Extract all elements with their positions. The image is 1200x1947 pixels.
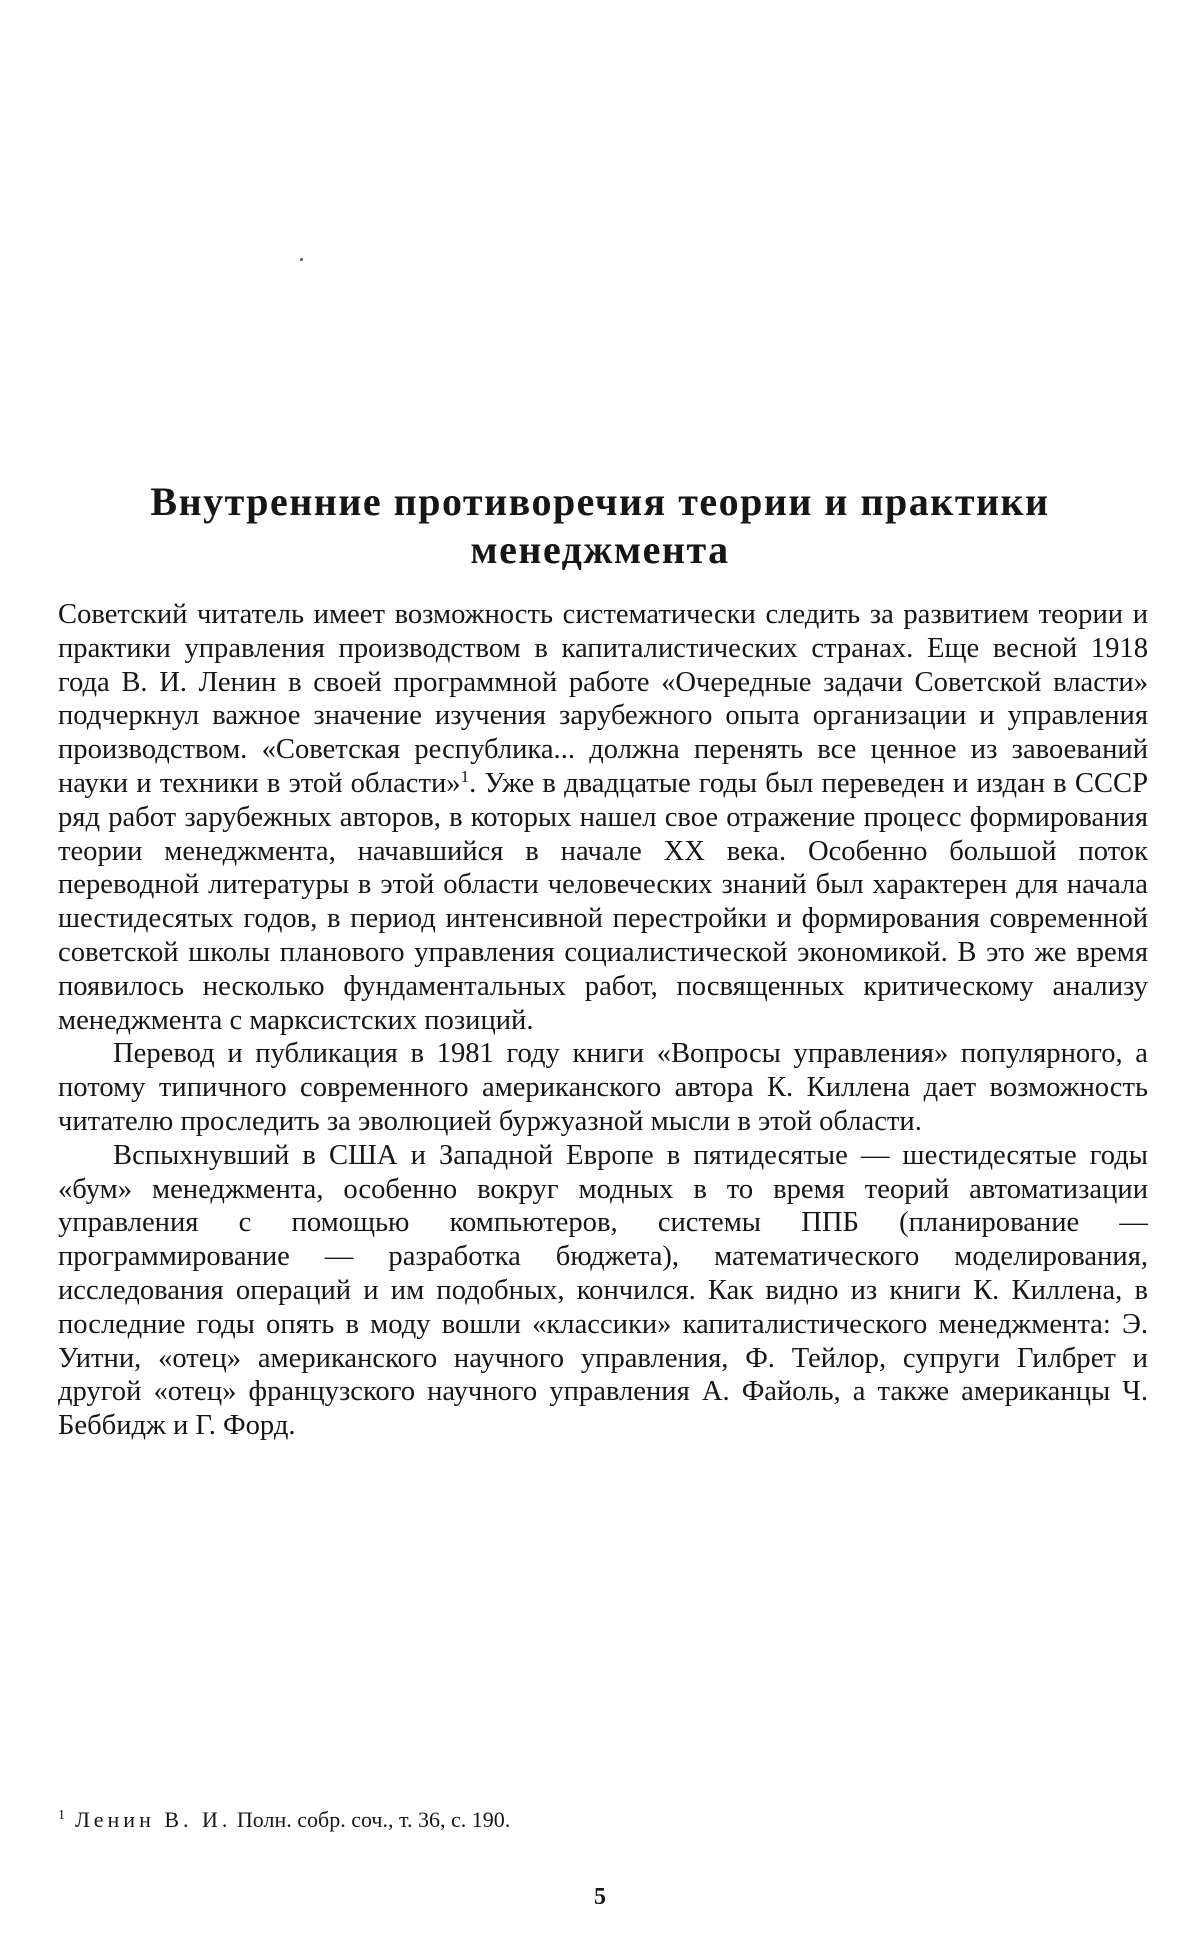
footnote-reference: 1 <box>460 766 470 786</box>
paragraph-1-text: Советский читатель имеет возможность систематически следить за развитием теории и практики управления производством в капиталистических странах. Еще весной 1918 года В. И. Ленин в своей программной работе «Очередные задачи Советской власти» подчеркнул важное значение изучения зарубежного опыта организации и управления производством. «Советская республика... должна перенять все ценное из завоеваний науки и техники в этой области» <box>58 599 1148 799</box>
body-text <box>58 598 1148 1443</box>
paragraph-3: Вспыхнувший в США и Западной Европе в пятидесятые — шестидесятые годы «бум» менеджмента, особенно вокруг модных в то время теорий автоматизации управления с помощью компьютеров, системы ППБ (планирование — программирование — разработка бюджета), математического моделирования, исследования операций и им подобных, кончился. Как видно из книги К. Киллена, в последние годы опять в моду вошли «классики» капиталистического менеджмента: Э. Уитни, «отец» американского научного управления, Ф. Тейлор, супруги Гилбрет и другой «отец» французского научного управления А. Файоль, а также американцы Ч. Беббидж и Г. Форд. <box>58 1139 1148 1442</box>
paragraph-2: Перевод и публикация в 1981 году книги «Вопросы управления» популярного, а потому типичного современного американского автора К. Киллена дает возможность читателю проследить за эволюцией буржуазной мысли в этой области. <box>58 1038 1148 1137</box>
footnote <box>58 1806 1148 1834</box>
chapter-title: Внутренние противоречия теории и практики менеджмента <box>150 479 1050 572</box>
footnote-author: Ленин В. И. <box>75 1807 232 1832</box>
scan-speck <box>300 258 303 261</box>
page-number: 5 <box>594 1884 606 1910</box>
footnote-mark: 1 <box>58 1808 65 1823</box>
footnote-text: Полн. собр. соч., т. 36, с. 190. <box>236 1807 511 1832</box>
paragraph-1 <box>58 598 1148 1037</box>
paragraph-1-continuation: . Уже в двадцатые годы был переведен и издан в СССР ряд работ зарубежных авторов, в которых нашел свое отражение процесс формирования теории менеджмента, начавшийся в начале XX века. Особенно большой поток переводной литературы в этой области человеческих знаний был характерен для начала шестидесятых годов, в период интенсивной перестройки и формирования современной советской школы планового управления социалистической экономикой. В это же время появилось несколько фундаментальных работ, посвященных критическому анализу менеджмента с марксистских позиций. <box>58 767 1148 1036</box>
